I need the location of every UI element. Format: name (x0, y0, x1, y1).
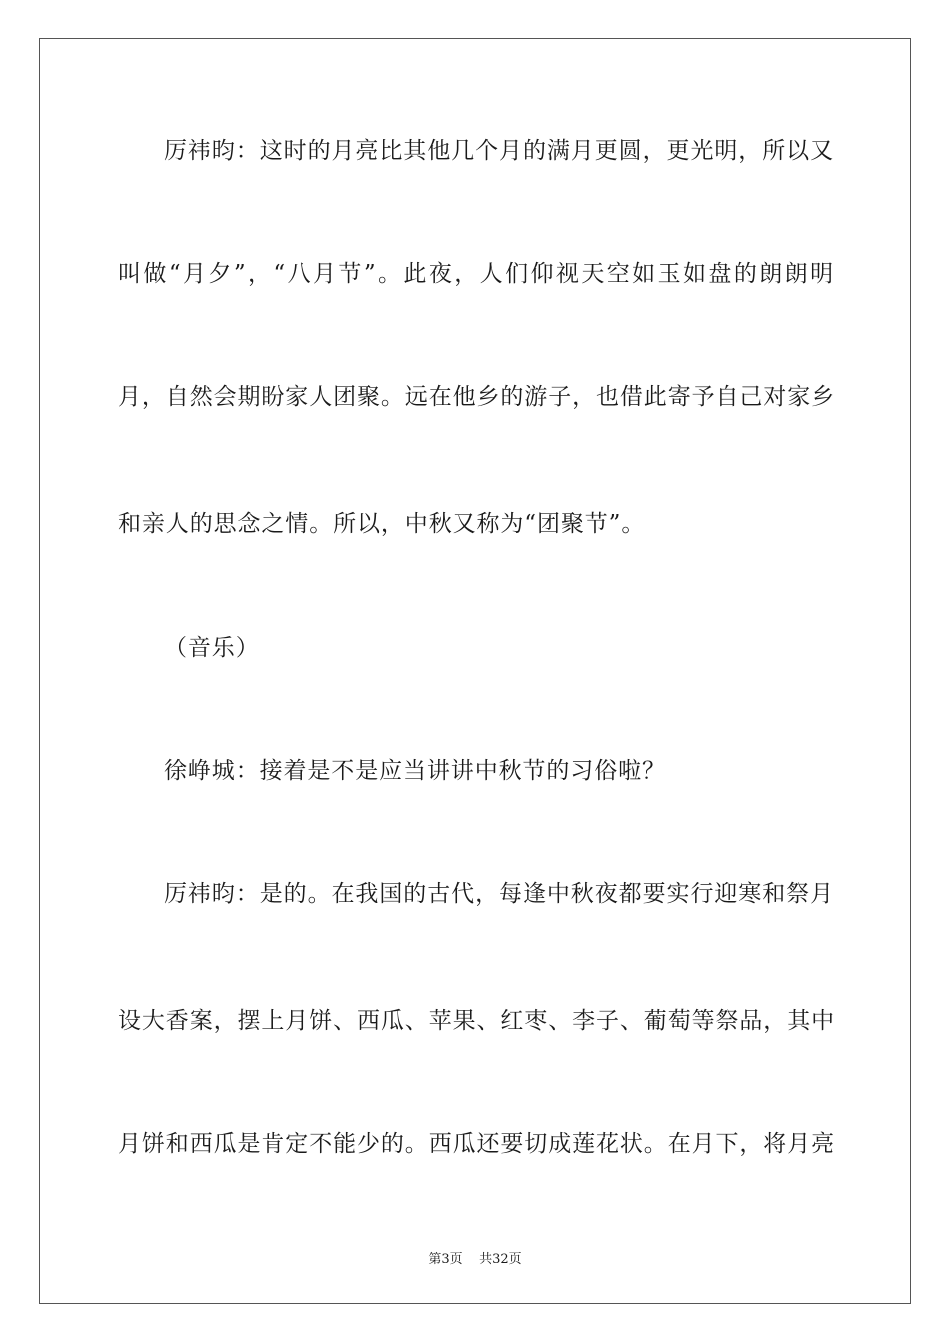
page-total: 共32页 (479, 1252, 522, 1267)
page-footer (0, 1248, 950, 1267)
paragraph-line: 徐峥城：接着是不是应当讲讲中秋节的习俗啦？ (164, 758, 666, 784)
page-number: 第3页 (428, 1252, 463, 1267)
page-border (39, 38, 911, 1304)
stage-direction: （音乐） (164, 635, 260, 661)
paragraph-line: 月饼和西瓜是肯定不能少的。西瓜还要切成莲花状。在月下，将月亮 (118, 1131, 835, 1157)
paragraph-line: 厉祎昀：是的。在我国的古代，每逢中秋夜都要实行迎寒和祭月 (164, 881, 834, 907)
paragraph-line: 叫做“月夕”，“八月节”。此夜，人们仰视天空如玉如盘的朗朗明 (118, 261, 834, 287)
paragraph-line: 和亲人的思念之情。所以，中秋又称为“团聚节”。 (118, 511, 646, 537)
paragraph-line: 厉祎昀：这时的月亮比其他几个月的满月更圆，更光明，所以又 (164, 138, 834, 164)
paragraph-line: 月，自然会期盼家人团聚。远在他乡的游子，也借此寄予自己对家乡 (118, 384, 835, 410)
paragraph-line: 设大香案，摆上月饼、西瓜、苹果、红枣、李子、葡萄等祭品，其中 (118, 1008, 835, 1034)
